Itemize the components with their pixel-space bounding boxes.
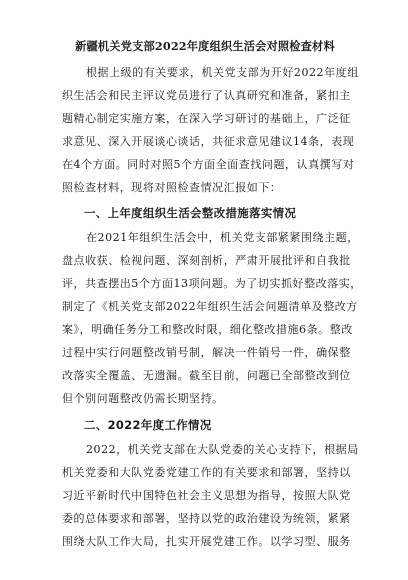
section1-line: 评，共查摆出5个方面13项问题。为了切实抓好整改落实，	[62, 277, 362, 290]
intro-line: 根据上级的有关要求，机关党支部为开好2022年度组	[86, 66, 359, 79]
intro-line: 在4个方面。同时对照5个方面全面查找问题，认真撰写对	[62, 158, 355, 171]
section2-line: 习近平新时代中国特色社会主义思想为指导，按照大队党	[62, 489, 351, 502]
section2-line: 围绕大队工作大局，扎实开展党建工作。以学习型、服务	[62, 535, 351, 548]
section1-line: 盘点收获、检视问题、深刻剖析，严肃开展批评和自我批	[62, 254, 351, 267]
section1-line: 但个别问题整改仍需长期坚持。	[62, 392, 224, 405]
section2-line: 委的总体要求和部署，坚持以党的政治建设为统领，紧紧	[62, 512, 351, 525]
section2-heading: 二、2022年度工作情况	[84, 418, 212, 432]
intro-line: 题精心制定实施方案，在深入学习研讨的基础上，广泛征	[62, 112, 351, 125]
section1-line: 案》，明确任务分工和整改时限，细化整改措施6条。整改	[62, 323, 353, 336]
section1-line: 改落实全覆盖、无遗漏。截至目前，问题已全部整改到位	[62, 369, 351, 382]
section1-line: 过程中实行问题整改销号制，解决一件销号一件，确保整	[62, 346, 351, 359]
document-title: 新疆机关党支部2022年度组织生活会对照检查材料	[75, 39, 335, 53]
section1-line: 在2021年组织生活会中，机关党支部紧紧围绕主题，	[86, 231, 359, 244]
section1-heading: 一、上年度组织生活会整改措施落实情况	[84, 206, 297, 220]
section2-line: 机关党委和大队党委党建工作的有关要求和部署，坚持以	[62, 466, 351, 479]
intro-line: 照检查材料，现将对照检查情况汇报如下：	[62, 181, 282, 194]
section2-line: 2022，机关党支部在大队党委的关心支持下，根据局	[86, 443, 359, 456]
intro-line: 求意见、深入开展谈心谈话，共征求意见建议14条，表现	[62, 135, 355, 148]
section1-line: 制定了《机关党支部2022年组织生活会问题清单及整改方	[62, 300, 358, 313]
intro-line: 织生活会和民主评议党员进行了认真研究和准备，紧扣主	[62, 89, 351, 102]
